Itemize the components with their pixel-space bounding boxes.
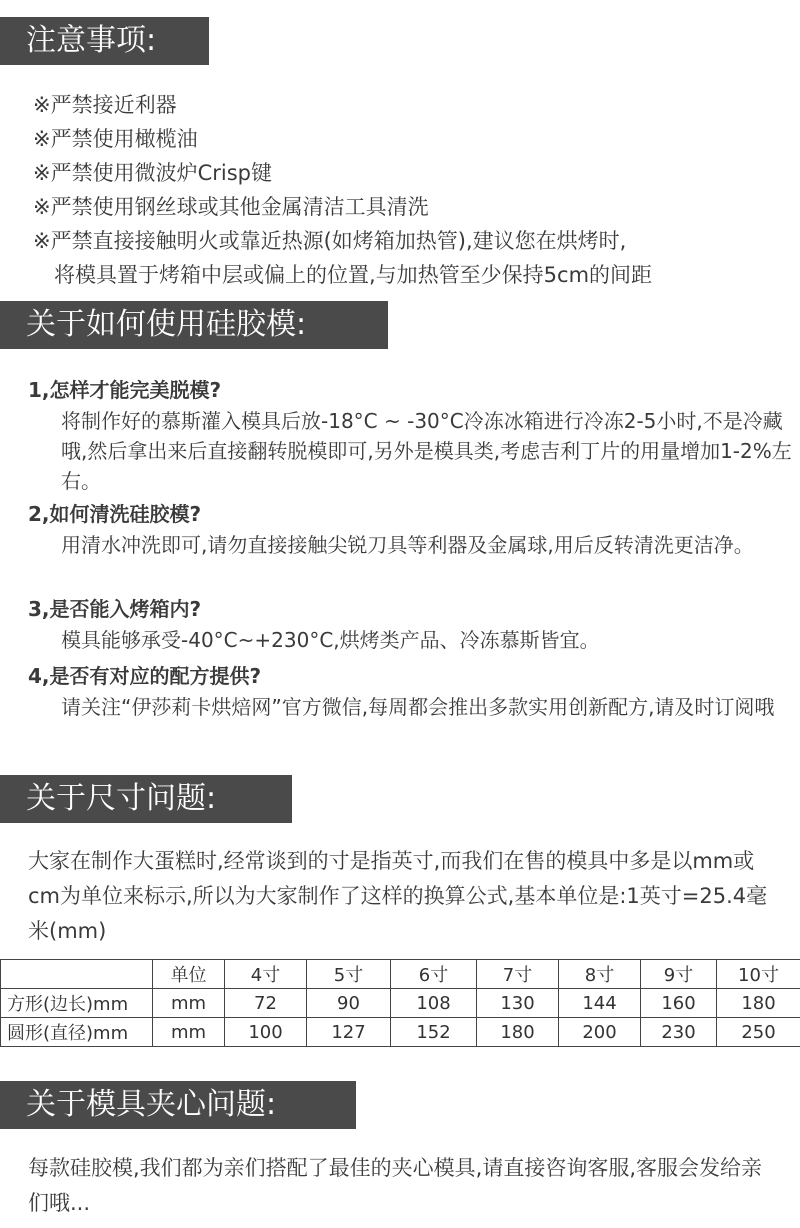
table-cell: mm: [153, 989, 225, 1018]
table-row: [1, 1018, 800, 1047]
size-description: 大家在制作大蛋糕时,经常谈到的寸是指英寸,而我们在售的模具中多是以mm或cm为单位来标示,所以为大家制作了这样的换算公式,基本单位是:1英寸=25.4毫米(mm): [28, 849, 768, 943]
header-cell: 8寸: [559, 960, 641, 989]
core-title: 关于模具夹心问题:: [0, 1081, 356, 1129]
notice-item: ※严禁使用微波炉Crisp键: [33, 161, 272, 185]
faq-answer: 将制作好的慕斯灌入模具后放-18°C ~ -30°C冷冻冰箱进行冷冻2-5小时,不是冷藏哦,然后拿出来后直接翻转脱模即可,另外是模具类,考虑吉利丁片的用量增加1-2%左右。: [61, 409, 792, 493]
table-cell: 108: [391, 989, 477, 1018]
core-description: 每款硅胶模,我们都为亲们搭配了最佳的夹心模具,请直接咨询客服,客服会发给亲们哦...: [28, 1156, 763, 1215]
notice-item-continuation: 将模具置于烤箱中层或偏上的位置,与加热管至少保持5cm的间距: [54, 263, 653, 287]
faq-item: [28, 593, 800, 655]
table-cell: 160: [641, 989, 717, 1018]
notice-item: ※严禁使用钢丝球或其他金属清洁工具清洗: [33, 195, 429, 219]
faq-item: [28, 498, 800, 560]
notice-title: 注意事项:: [0, 17, 209, 65]
header-cell: 4寸: [225, 960, 307, 989]
row-label: 圆形(直径)mm: [1, 1018, 153, 1047]
table-cell: 200: [559, 1018, 641, 1047]
header-cell: 9寸: [641, 960, 717, 989]
table-cell: 180: [717, 989, 800, 1018]
header-cell: 6寸: [391, 960, 477, 989]
header-cell: 7寸: [477, 960, 559, 989]
header-cell: 5寸: [307, 960, 391, 989]
usage-title: 关于如何使用硅胶模:: [0, 301, 388, 349]
table-cell: 72: [225, 989, 307, 1018]
table-cell: 144: [559, 989, 641, 1018]
table-cell: 180: [477, 1018, 559, 1047]
notice-list: [33, 88, 652, 292]
table-cell: 100: [225, 1018, 307, 1047]
header-cell: 10寸: [717, 960, 800, 989]
faq-item: [28, 374, 800, 496]
header-cell: 单位: [153, 960, 225, 989]
header-cell: [1, 960, 153, 989]
faq-item: [28, 660, 800, 722]
table-header-row: [1, 960, 800, 989]
notice-item: ※严禁直接接触明火或靠近热源(如烤箱加热管),建议您在烘烤时,: [33, 229, 627, 253]
faq-answer: 模具能够承受-40°C~+230°C,烘烤类产品、冷冻慕斯皆宜。: [61, 628, 600, 652]
notice-item: ※严禁使用橄榄油: [33, 127, 198, 151]
table-cell: 152: [391, 1018, 477, 1047]
faq-question: 2,如何清洗硅胶模?: [28, 502, 202, 526]
size-title: 关于尺寸问题:: [0, 775, 292, 823]
table-cell: 230: [641, 1018, 717, 1047]
table-cell: 250: [717, 1018, 800, 1047]
faq-question: 4,是否有对应的配方提供?: [28, 664, 262, 688]
faq-question: 3,是否能入烤箱内?: [28, 597, 202, 621]
faq-answer: 请关注“伊莎莉卡烘焙网”官方微信,每周都会推出多款实用创新配方,请及时订阅哦: [61, 695, 775, 719]
table-row: [1, 989, 800, 1018]
row-label: 方形(边长)mm: [1, 989, 153, 1018]
table-cell: mm: [153, 1018, 225, 1047]
faq-answer: 用清水冲洗即可,请勿直接接触尖锐刀具等利器及金属球,用后反转清洗更洁净。: [61, 533, 754, 557]
faq-question: 1,怎样才能完美脱模?: [28, 378, 222, 402]
table-cell: 130: [477, 989, 559, 1018]
notice-item: ※严禁接近利器: [33, 93, 177, 117]
table-cell: 127: [307, 1018, 391, 1047]
table-cell: 90: [307, 989, 391, 1018]
size-conversion-table: [0, 959, 800, 1047]
